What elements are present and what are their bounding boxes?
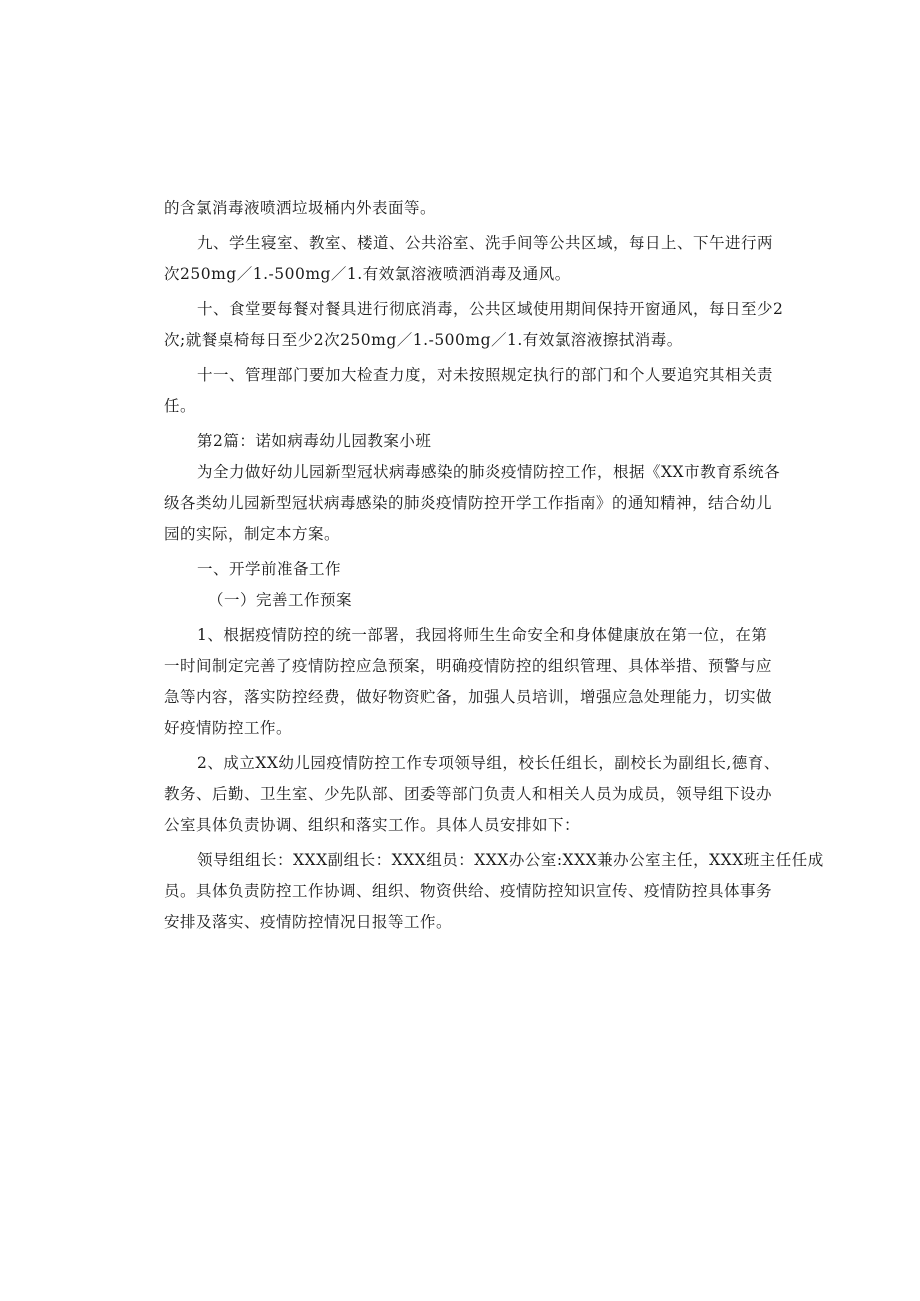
- text-line: 1、根据疫情防控的统一部署，我园将师生生命安全和身体健康放在第一位，在第: [197, 626, 768, 644]
- text-line: 园的实际，制定本方案。: [164, 525, 341, 543]
- heading-line: 一、开学前准备工作: [197, 560, 342, 578]
- text-line: 九、学生寝室、教室、楼道、公共浴室、洗手间等公共区域，每日上、下午进行两: [197, 234, 774, 252]
- paragraph-item-3: [164, 845, 824, 938]
- paragraph-item-10: [164, 294, 784, 356]
- subsection-heading-1: [164, 585, 756, 616]
- text-line: 2、成立XX幼儿园疫情防控工作专项领导组，校长任组长，副校长为副组长,德育、: [197, 754, 780, 772]
- heading-line: （一）完善工作预案: [208, 591, 353, 609]
- section-heading-1: [164, 554, 756, 585]
- text-line: 安排及落实、疫情防控情况日报等工作。: [164, 913, 453, 931]
- text-line: 级各类幼儿园新型冠状病毒感染的肺炎疫情防控开学工作指南》的通知精神，结合幼儿: [164, 494, 773, 512]
- paragraph-intro: [164, 457, 781, 550]
- text-line: 十、食堂要每餐对餐具进行彻底消毒，公共区域使用期间保持开窗通风，每日至少2: [197, 300, 784, 318]
- text-line: 次250mg／1.-500mg／1.有效氯溶液喷洒消毒及通风。: [164, 265, 571, 283]
- paragraph-continuation: [164, 193, 756, 224]
- section-heading-part-2: [164, 426, 756, 457]
- document-body: [164, 193, 824, 938]
- paragraph-item-11: [164, 360, 774, 422]
- paragraph-item-2: [164, 748, 780, 841]
- text-line: 次;就餐桌椅每日至少2次250mg／1.-500mg／1.有效氯溶液擦拭消毒。: [164, 331, 683, 349]
- text-line: 一时间制定完善了疫情防控应急预案，明确疫情防控的组织管理、具体举措、预警与应: [164, 657, 773, 675]
- text-line: 公室具体负责协调、组织和落实工作。具体人员安排如下：: [164, 816, 581, 834]
- text-line: 领导组组长：XXX副组长：XXX组员：XXX办公室:XXX兼办公室主任，XXX班主任任成: [197, 851, 824, 869]
- text-line: 十一、管理部门要加大检查力度，对未按照规定执行的部门和个人要追究其相关责: [197, 366, 774, 384]
- paragraph-item-9: [164, 228, 774, 290]
- text-line: 为全力做好幼儿园新型冠状病毒感染的肺炎疫情防控工作，根据《XX市教育系统各: [197, 463, 781, 481]
- text-line: 任。: [164, 397, 197, 415]
- paragraph-item-1: [164, 620, 773, 744]
- text-line: 员。具体负责防控工作协调、组织、物资供给、疫情防控知识宣传、疫情防控具体事务: [164, 882, 773, 900]
- text-line: 好疫情防控工作。: [164, 719, 293, 737]
- text-line: 教务、后勤、卫生室、少先队部、团委等部门负责人和相关人员为成员，领导组下设办: [164, 785, 773, 803]
- text-line: 的含氯消毒液喷洒垃圾桶内外表面等。: [164, 199, 437, 217]
- text-line: 急等内容，落实防控经费，做好物资贮备，加强人员培训，增强应急处理能力，切实做: [164, 688, 773, 706]
- heading-line: 第2篇：诺如病毒幼儿园教案小班: [197, 432, 432, 450]
